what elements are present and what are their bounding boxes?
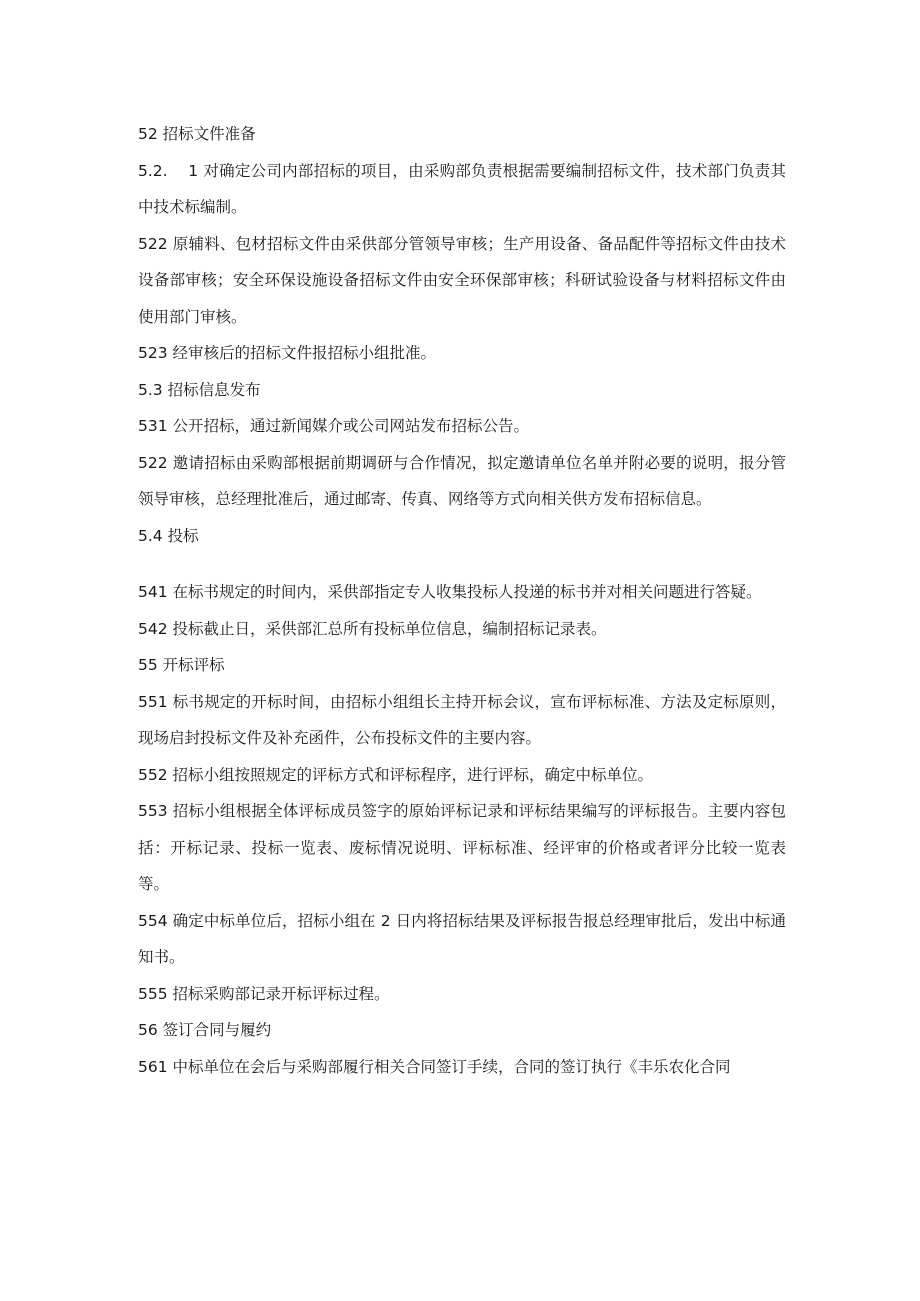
clause-5-3-1: 531 公开招标，通过新闻媒介或公司网站发布招标公告。	[138, 417, 530, 435]
clause-5-5-2: 552 招标小组按照规定的评标方式和评标程序，进行评标，确定中标单位。	[138, 765, 654, 784]
heading-5-2-tender-preparation: 52 招标文件准备	[138, 125, 256, 143]
heading-5-3-tender-publication: 5.3 招标信息发布	[138, 380, 261, 399]
heading-5-4-bidding: 5.4 投标	[138, 526, 199, 545]
clause-5-4-1: 541 在标书规定的时间内，采供部指定专人收集投标人投递的标书并对相关问题进行答疑。	[138, 583, 762, 601]
clause-5-6-1: 561 中标单位在会后与采购部履行相关合同签订手续，合同的签订执行《丰乐农化合同	[138, 1057, 731, 1076]
heading-5-6-contract-signing: 56 签订合同与履约	[138, 1021, 272, 1039]
heading-5-5-bid-opening: 55 开标评标	[138, 656, 225, 674]
clause-5-5-3: 553 招标小组根据全体评标成员签字的原始评标记录和评标结果编写的评标报告。主要内容包括：开标记录、投标一览表、废标情况说明、评标标准、经评审的价格或者评分比较一览表等。	[138, 802, 786, 893]
clause-5-5-4: 554 确定中标单位后，招标小组在 2 日内将招标结果及评标报告报总经理审批后，发出中标通知书。	[138, 911, 786, 966]
clause-5-3-2: 522 邀请招标由采购部根据前期调研与合作情况，拟定邀请单位名单并附必要的说明，报分管领导审核，总经理批准后，通过邮寄、传真、网络等方式向相关供方发布招标信息。	[138, 453, 786, 508]
clause-5-2-1: 5.2. 1 对确定公司内部招标的项目，由采购部负责根据需要编制招标文件，技术部门负责其中技术标编制。	[138, 161, 786, 216]
document-body	[138, 116, 786, 1085]
clause-5-4-2: 542 投标截止日，采供部汇总所有投标单位信息，编制招标记录表。	[138, 619, 607, 638]
clause-5-2-3: 523 经审核后的招标文件报招标小组批准。	[138, 344, 437, 362]
clause-5-5-5: 555 招标采购部记录开标评标过程。	[138, 984, 390, 1003]
clause-5-5-1: 551 标书规定的开标时间，由招标小组组长主持开标会议，宣布评标标准、方法及定标原则，现场启封投标文件及补充函件，公布投标文件的主要内容。	[138, 692, 786, 747]
clause-5-2-2: 522 原辅料、包材招标文件由采供部分管领导审核；生产用设备、备品配件等招标文件由技术设备部审核；安全环保设施设备招标文件由安全环保部审核；科研试验设备与材料招标文件由使用部门审核。	[138, 234, 786, 326]
